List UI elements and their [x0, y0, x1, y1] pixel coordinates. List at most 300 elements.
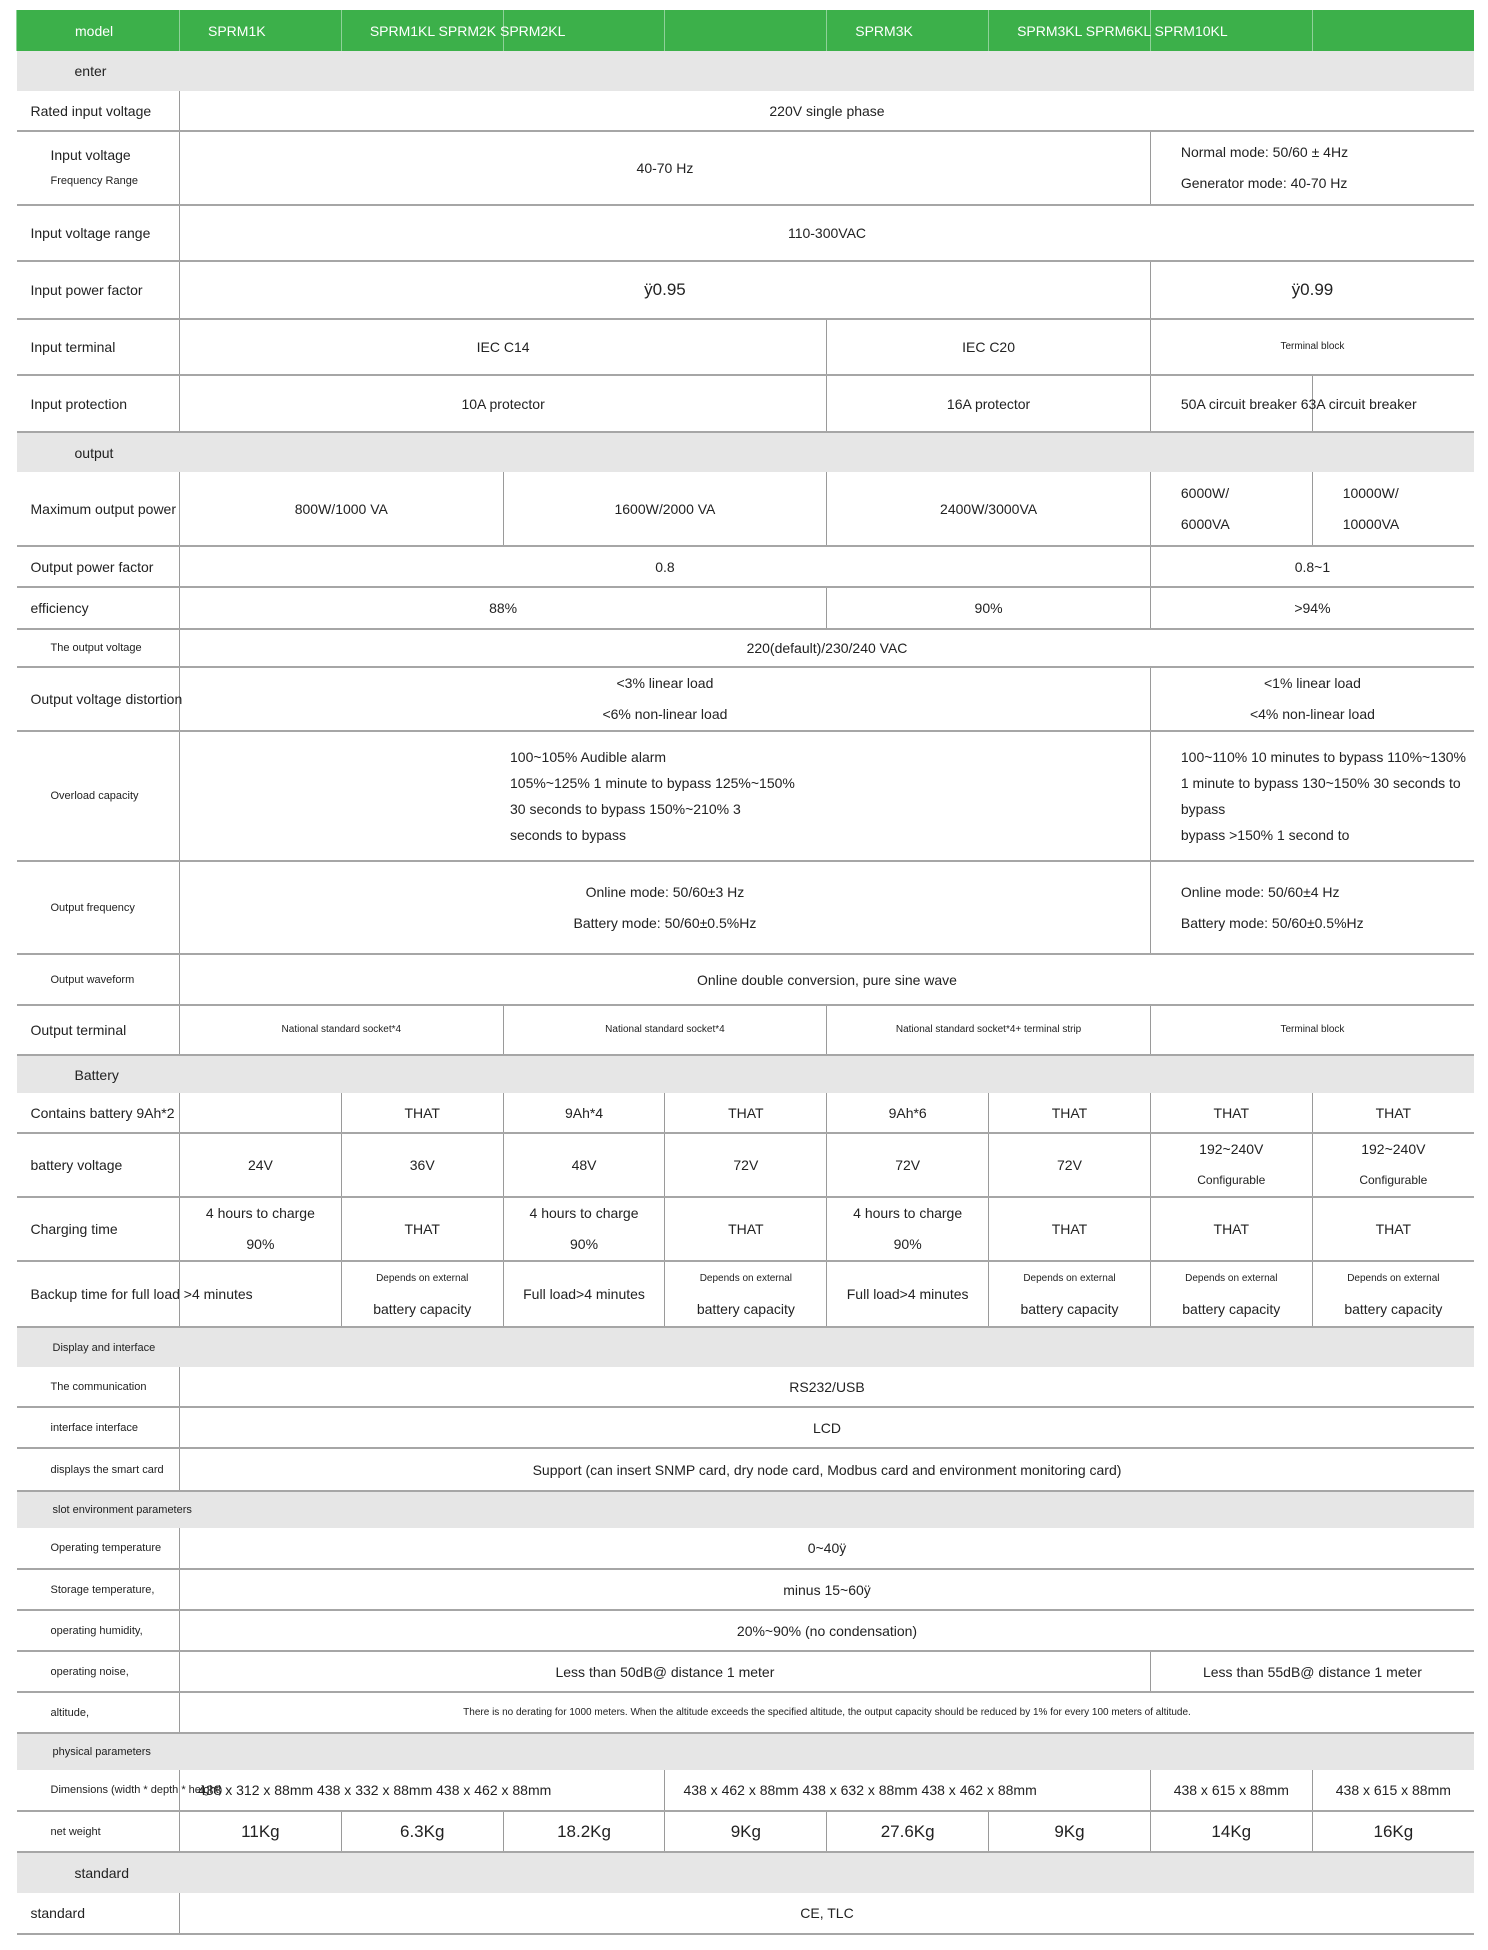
spec-label-text: Charging time: [30, 1221, 118, 1237]
spec-row-interface-interface: [17, 1407, 1475, 1448]
section-title: enter: [17, 51, 1475, 91]
spec-value: [341, 1811, 503, 1852]
spec-row-the-communication: [17, 1367, 1475, 1407]
spec-label-text: The communication: [50, 1380, 147, 1393]
spec-row-battery-voltage: [17, 1133, 1475, 1197]
header-model-cell-text: SPRM1K: [208, 22, 266, 39]
spec-value: [1312, 1133, 1474, 1197]
spec-value-line: Depends on external: [1347, 1273, 1440, 1284]
spec-row-displays-the-smart-card: [17, 1448, 1475, 1491]
spec-value-line: THAT: [1051, 1221, 1088, 1237]
spec-value-line: Online mode: 50/60±4 Hz: [1180, 883, 1340, 900]
spec-value-line: bypass: [1180, 801, 1226, 817]
spec-value: [180, 587, 827, 629]
spec-row-efficiency: [17, 587, 1475, 629]
spec-value: [1150, 319, 1474, 375]
spec-value-line: 30 seconds to bypass 150%~210% 3: [510, 801, 741, 817]
spec-value-line: 192~240V: [1361, 1141, 1426, 1157]
spec-value-line: battery capacity: [696, 1301, 795, 1317]
spec-value: [180, 1893, 1475, 1934]
spec-value-line: IEC C14: [476, 339, 530, 355]
spec-value: [180, 1133, 342, 1197]
spec-value-line: 72V: [1057, 1157, 1082, 1173]
spec-value: [1150, 587, 1474, 629]
spec-value: [180, 1692, 1475, 1733]
spec-value: [1150, 1811, 1312, 1852]
spec-label-text: altitude,: [50, 1706, 90, 1719]
spec-value: [180, 375, 827, 432]
spec-value-line: THAT: [1213, 1104, 1250, 1121]
spec-value: [180, 319, 827, 375]
spec-value-line: <3% linear load: [616, 675, 714, 691]
spec-value: [827, 1197, 989, 1261]
spec-value: [1312, 472, 1474, 546]
spec-value-line: Configurable: [1197, 1173, 1266, 1187]
spec-value: [665, 1133, 827, 1197]
spec-label: [17, 1811, 180, 1852]
spec-label: [17, 861, 180, 954]
spec-table: [16, 10, 1474, 1935]
spec-value-line: Terminal block: [1280, 341, 1345, 352]
spec-label: [17, 1093, 180, 1133]
spec-label: [17, 1261, 253, 1327]
spec-label: [17, 1197, 180, 1261]
spec-value-line: THAT: [1213, 1221, 1250, 1237]
spec-value-line: battery capacity: [373, 1301, 472, 1317]
spec-row-output-waveform: [17, 954, 1475, 1005]
spec-value-line: 40-70 Hz: [636, 160, 694, 176]
spec-value-line: 90%: [570, 1236, 599, 1252]
spec-value: [989, 1133, 1151, 1197]
spec-value: [1312, 1811, 1474, 1852]
section-row-enter: [17, 51, 1475, 91]
spec-row-output-voltage-distortion: [17, 667, 1475, 731]
spec-value-line: National standard socket*4+ terminal strip: [895, 1024, 1082, 1035]
spec-value: [503, 472, 827, 546]
spec-value: [341, 1133, 503, 1197]
spec-value: [1150, 731, 1474, 861]
spec-value-line: 438 x 615 x 88mm: [1335, 1782, 1451, 1798]
spec-label-text: Input protection: [30, 395, 128, 412]
spec-row-operating-humidity: [17, 1610, 1475, 1651]
spec-value-line: 100~110% 10 minutes to bypass 110%~130%: [1180, 749, 1467, 765]
spec-value: [1150, 1093, 1312, 1133]
spec-value: [665, 1197, 827, 1261]
spec-label-text: Output power factor: [30, 558, 154, 575]
section-row-battery: [17, 1055, 1475, 1093]
spec-row-charging-time: [17, 1197, 1475, 1261]
spec-row-operating-temperature: [17, 1528, 1475, 1569]
spec-row-the-output-voltage: [17, 629, 1475, 667]
spec-value: [989, 1093, 1151, 1133]
header-model-cell-text: SPRM1KL SPRM2K SPRM2KL: [369, 22, 566, 39]
spec-value-line: 220V single phase: [769, 102, 885, 119]
header-model-label-text: model: [75, 22, 114, 39]
spec-value-line: ÿ0.95: [644, 280, 686, 299]
spec-label-text: Operating temperature: [50, 1542, 162, 1554]
spec-value: [503, 1093, 665, 1133]
header-model-cell: [180, 10, 342, 51]
spec-value-line: 18.2Kg: [557, 1821, 611, 1841]
spec-value-line: 88%: [489, 600, 518, 616]
spec-value: [1150, 1651, 1474, 1692]
spec-row-input-protection: [17, 375, 1475, 432]
spec-label: [17, 1770, 223, 1811]
spec-value-line: 36V: [409, 1157, 435, 1173]
spec-value: [180, 667, 1151, 731]
spec-value-line: 0.8~1: [1294, 558, 1331, 575]
spec-label: [17, 319, 180, 375]
spec-value-line: THAT: [404, 1104, 440, 1121]
spec-value-line: RS232/USB: [789, 1378, 865, 1395]
spec-value: [180, 1005, 504, 1055]
spec-value: [180, 261, 1151, 319]
spec-value: [827, 1093, 989, 1133]
spec-value-line: battery capacity: [1020, 1301, 1119, 1317]
spec-value-line: <1% linear load: [1263, 675, 1361, 691]
spec-row-input-voltage-range: [17, 205, 1475, 261]
spec-label: [17, 472, 180, 546]
spec-value: [180, 861, 1151, 954]
section-title: slot environment parameters: [17, 1491, 1475, 1528]
spec-value-line: National standard socket*4: [281, 1024, 402, 1035]
spec-value: [1150, 1133, 1312, 1197]
spec-label-text: Backup time for full load >4 minutes: [30, 1286, 253, 1302]
spec-value-line: 4 hours to charge: [853, 1205, 963, 1221]
spec-value: [1312, 1197, 1474, 1261]
spec-row-operating-noise: [17, 1651, 1475, 1692]
spec-value: [665, 1770, 1150, 1811]
section-title: physical parameters: [17, 1733, 1475, 1770]
spec-value-line: 0~40ÿ: [807, 1540, 847, 1556]
spec-value-line: 48V: [571, 1157, 597, 1173]
spec-value-line: LCD: [812, 1419, 841, 1436]
spec-value-line: <6% non-linear load: [602, 706, 728, 722]
spec-row-net-weight: [17, 1811, 1475, 1852]
spec-value: [180, 91, 1475, 131]
spec-value-line: Less than 55dB@ distance 1 meter: [1202, 1663, 1422, 1680]
spec-label: [17, 1005, 180, 1055]
header-model-cell: [341, 10, 566, 51]
header-model-cell: [1312, 10, 1474, 51]
header-model-cell-text: SPRM3KL SPRM6KL SPRM10KL: [1017, 22, 1228, 39]
spec-value: [503, 1005, 827, 1055]
spec-label: [17, 546, 180, 587]
spec-label: [17, 1528, 180, 1569]
spec-label: [17, 91, 180, 131]
spec-value: [1150, 1261, 1312, 1327]
spec-label: [17, 1569, 180, 1610]
spec-value-line: 6000VA: [1180, 515, 1230, 532]
spec-value: [180, 1197, 342, 1261]
spec-row-overload-capacity: [17, 731, 1475, 861]
spec-value: [989, 1811, 1151, 1852]
spec-label: [17, 731, 180, 861]
spec-value-line: Support (can insert SNMP card, dry node card, Modbus card and environment monitoring card): [532, 1461, 1122, 1478]
spec-value-line: 72V: [895, 1157, 921, 1173]
spec-value-line: Online double conversion, pure sine wave: [697, 971, 957, 988]
spec-value-line: Terminal block: [1280, 1024, 1345, 1035]
section-title: output: [17, 432, 1475, 472]
header-model-cell: [827, 10, 989, 51]
section-row-display-and-interface: [17, 1327, 1475, 1367]
header-model-cell: [989, 10, 1228, 51]
spec-value: [503, 1261, 665, 1327]
spec-value-line: 20%~90% (no condensation): [736, 1622, 918, 1639]
spec-label: [17, 629, 180, 667]
spec-value-line: THAT: [728, 1221, 764, 1237]
spec-value-line: 9Ah*4: [564, 1104, 604, 1121]
spec-value-line: Depends on external: [1023, 1273, 1116, 1284]
spec-row-input-voltage-frequency-range: [17, 131, 1475, 205]
spec-value: [665, 1811, 827, 1852]
spec-label-text: Storage temperature,: [50, 1583, 155, 1596]
spec-value-line: THAT: [1051, 1104, 1088, 1121]
spec-value: [827, 1261, 989, 1327]
spec-value: [1150, 1005, 1474, 1055]
spec-row-output-power-factor: [17, 546, 1475, 587]
spec-value-line: 110-300VAC: [787, 225, 867, 241]
spec-value: [180, 1093, 342, 1133]
spec-value: [180, 1367, 1475, 1407]
spec-value: [1150, 261, 1474, 319]
spec-label-text: operating noise,: [50, 1665, 129, 1678]
spec-value-line: 9Ah*6: [888, 1104, 927, 1121]
spec-value-line: There is no derating for 1000 meters. When the altitude exceeds the specified altitude, the output capacity should be reduced by 1% for every 100 meters of altitude.: [463, 1706, 1191, 1718]
spec-label-line: Frequency Range: [50, 175, 138, 187]
spec-row-output-frequency: [17, 861, 1475, 954]
spec-value-line: 438 x 312 x 88mm 438 x 332 x 88mm 438 x 462 x 88mm: [198, 1782, 552, 1798]
spec-label: [17, 1651, 180, 1692]
spec-value: [180, 205, 1475, 261]
spec-value-line: 14Kg: [1211, 1821, 1252, 1841]
spec-row-contains-battery-9ah-2: [17, 1093, 1475, 1133]
spec-value-line: 16A protector: [946, 395, 1031, 412]
section-row-output: [17, 432, 1475, 472]
spec-value: [341, 1197, 503, 1261]
spec-label-text: efficiency: [30, 600, 89, 616]
spec-value-line: 9Kg: [730, 1821, 761, 1841]
spec-label-text: Output waveform: [50, 973, 135, 986]
spec-value-line: seconds to bypass: [510, 827, 626, 843]
spec-value: [1150, 667, 1474, 731]
spec-label-text: Overload capacity: [50, 790, 139, 802]
spec-value-line: 90%: [974, 600, 1003, 616]
spec-value: [180, 1770, 665, 1811]
spec-value-line: Depends on external: [699, 1273, 792, 1284]
spec-value-line: THAT: [728, 1104, 764, 1121]
spec-label-line: Input voltage: [50, 147, 131, 163]
spec-value: [1150, 375, 1417, 432]
spec-label: [17, 1692, 180, 1733]
spec-value: [180, 1651, 1151, 1692]
spec-label-text: Output voltage distortion: [30, 691, 183, 707]
spec-label-text: interface interface: [50, 1421, 138, 1434]
spec-label: [17, 205, 180, 261]
spec-row-output-terminal: [17, 1005, 1475, 1055]
spec-value-line: National standard socket*4: [605, 1024, 725, 1035]
spec-label-text: Output terminal: [30, 1022, 127, 1038]
spec-value-line: 100~105% Audible alarm: [510, 749, 667, 765]
spec-value-line: >94%: [1294, 600, 1331, 616]
spec-label-text: Input terminal: [30, 339, 116, 355]
section-row-slot-environment-parameters: [17, 1491, 1475, 1528]
spec-label: [17, 1407, 180, 1448]
spec-label-text: Rated input voltage: [30, 102, 152, 119]
spec-value-line: 27.6Kg: [880, 1821, 935, 1841]
spec-row-standard: [17, 1893, 1475, 1934]
spec-value-line: battery capacity: [1344, 1301, 1443, 1317]
spec-value: [180, 472, 504, 546]
spec-value-line: 4 hours to charge: [205, 1205, 315, 1221]
spec-value: [1150, 472, 1312, 546]
spec-label: [17, 375, 180, 432]
spec-value: [827, 319, 1151, 375]
spec-value-line: Battery mode: 50/60±0.5%Hz: [1180, 914, 1364, 931]
spec-value: [1150, 1197, 1312, 1261]
spec-row-altitude: [17, 1692, 1475, 1733]
header-row: [17, 10, 1475, 51]
spec-value-line: 1600W/2000 VA: [614, 500, 716, 517]
spec-value: [503, 1133, 665, 1197]
spec-label-text: Contains battery 9Ah*2: [30, 1104, 175, 1121]
spec-label-text: Output frequency: [50, 901, 135, 914]
spec-value-line: 1 minute to bypass 130~150% 30 seconds to: [1180, 775, 1461, 791]
spec-value: [503, 1811, 665, 1852]
spec-value: [1150, 861, 1474, 954]
spec-value: [665, 1093, 827, 1133]
spec-value-line: 50A circuit breaker 63A circuit breaker: [1180, 395, 1417, 412]
spec-value-line: 10000VA: [1342, 515, 1400, 532]
section-title: Display and interface: [17, 1327, 1475, 1367]
spec-value-line: 10000W/: [1342, 484, 1399, 501]
spec-value: [180, 1610, 1475, 1651]
spec-value-line: IEC C20: [962, 339, 1016, 355]
spec-value-line: CE, TLC: [800, 1905, 854, 1921]
spec-value-line: <4% non-linear load: [1249, 706, 1375, 722]
spec-value: [180, 1407, 1475, 1448]
spec-value: [503, 1197, 665, 1261]
spec-value-line: 438 x 615 x 88mm: [1173, 1782, 1289, 1798]
spec-value: [827, 587, 1151, 629]
spec-value-line: 11Kg: [241, 1821, 280, 1841]
spec-value: [827, 375, 1151, 432]
spec-value: [1312, 1093, 1474, 1133]
spec-value-line: Generator mode: 40-70 Hz: [1180, 175, 1348, 191]
header-model-cell: [665, 10, 827, 51]
spec-label-text: Input power factor: [30, 282, 143, 298]
spec-row-input-terminal: [17, 319, 1475, 375]
spec-value: [1312, 1770, 1474, 1811]
spec-label-text: battery voltage: [30, 1157, 123, 1173]
spec-value-line: Depends on external: [376, 1273, 469, 1284]
spec-value-line: THAT: [1375, 1221, 1412, 1237]
spec-value-line: 16Kg: [1373, 1821, 1414, 1841]
spec-value-line: battery capacity: [1182, 1301, 1281, 1317]
spec-label-text: net weight: [50, 1825, 101, 1838]
section-title: standard: [17, 1852, 1475, 1893]
spec-value-line: THAT: [1375, 1104, 1412, 1121]
spec-row-maximum-output-power: [17, 472, 1475, 546]
spec-value: [180, 731, 1151, 861]
spec-value: [341, 1093, 503, 1133]
spec-value: [341, 1261, 503, 1327]
spec-value: [1150, 131, 1474, 205]
spec-row-storage-temperature: [17, 1569, 1475, 1610]
spec-value-line: THAT: [404, 1221, 440, 1237]
spec-value: [180, 546, 1151, 587]
spec-row-dimensions-width-depth-height: [17, 1770, 1475, 1811]
spec-label: [17, 954, 180, 1005]
spec-value: [180, 1811, 342, 1852]
spec-value: [1150, 546, 1474, 587]
spec-value: [827, 472, 1151, 546]
spec-value-line: Configurable: [1359, 1173, 1428, 1187]
spec-value: [180, 1448, 1475, 1491]
spec-row-input-power-factor: [17, 261, 1475, 319]
spec-value-line: 800W/1000 VA: [294, 500, 388, 517]
spec-value-line: 10A protector: [461, 395, 545, 412]
spec-label-text: Dimensions (width * depth * height): [50, 1784, 223, 1796]
spec-value: [989, 1197, 1151, 1261]
spec-value-line: Full load>4 minutes: [846, 1286, 969, 1302]
spec-label: [17, 261, 180, 319]
spec-value: [180, 131, 1151, 205]
spec-value-line: 6000W/: [1180, 484, 1230, 501]
spec-value: [180, 629, 1475, 667]
section-title: Battery: [17, 1055, 1475, 1093]
spec-value-line: 105%~125% 1 minute to bypass 125%~150%: [510, 775, 795, 791]
spec-value: [989, 1261, 1151, 1327]
spec-value-line: 2400W/3000VA: [940, 500, 1038, 517]
spec-label: [17, 1367, 180, 1407]
spec-value-line: 90%: [893, 1236, 922, 1252]
spec-label: [17, 1133, 180, 1197]
spec-label-text: The output voltage: [50, 642, 142, 654]
spec-value: [180, 1528, 1475, 1569]
spec-value-line: Full load>4 minutes: [523, 1286, 645, 1302]
spec-label-text: Input voltage range: [30, 225, 151, 241]
spec-row-rated-input-voltage: [17, 91, 1475, 131]
spec-value-line: 9Kg: [1054, 1821, 1085, 1841]
spec-value-line: Normal mode: 50/60 ± 4Hz: [1180, 144, 1349, 160]
header-model-cell-text: SPRM3K: [855, 22, 913, 39]
spec-label-text: displays the smart card: [50, 1463, 164, 1476]
spec-label: [17, 1610, 180, 1651]
spec-value-line: 90%: [246, 1236, 275, 1252]
section-row-standard: [17, 1852, 1475, 1893]
spec-label: [17, 1893, 180, 1934]
spec-value: [827, 1811, 989, 1852]
spec-value-line: Online mode: 50/60±3 Hz: [585, 883, 745, 900]
spec-value-line: 4 hours to charge: [529, 1205, 639, 1221]
spec-value: [1312, 1261, 1474, 1327]
spec-value-line: 24V: [247, 1157, 273, 1173]
spec-value: [665, 1261, 827, 1327]
spec-value-line: 72V: [733, 1157, 759, 1173]
spec-value-line: 438 x 462 x 88mm 438 x 632 x 88mm 438 x 462 x 88mm: [683, 1782, 1037, 1798]
spec-value-line: 6.3Kg: [400, 1821, 445, 1841]
spec-label: [17, 667, 183, 731]
section-row-physical-parameters: [17, 1733, 1475, 1770]
spec-value-line: minus 15~60ÿ: [783, 1581, 871, 1598]
spec-value-line: Depends on external: [1185, 1273, 1278, 1284]
spec-value: [827, 1005, 1151, 1055]
spec-row-backup-time-for-full-load-4-minutes: [17, 1261, 1475, 1327]
spec-value: [1150, 1770, 1312, 1811]
spec-value: [827, 1133, 989, 1197]
spec-value-line: ÿ0.99: [1291, 280, 1334, 299]
